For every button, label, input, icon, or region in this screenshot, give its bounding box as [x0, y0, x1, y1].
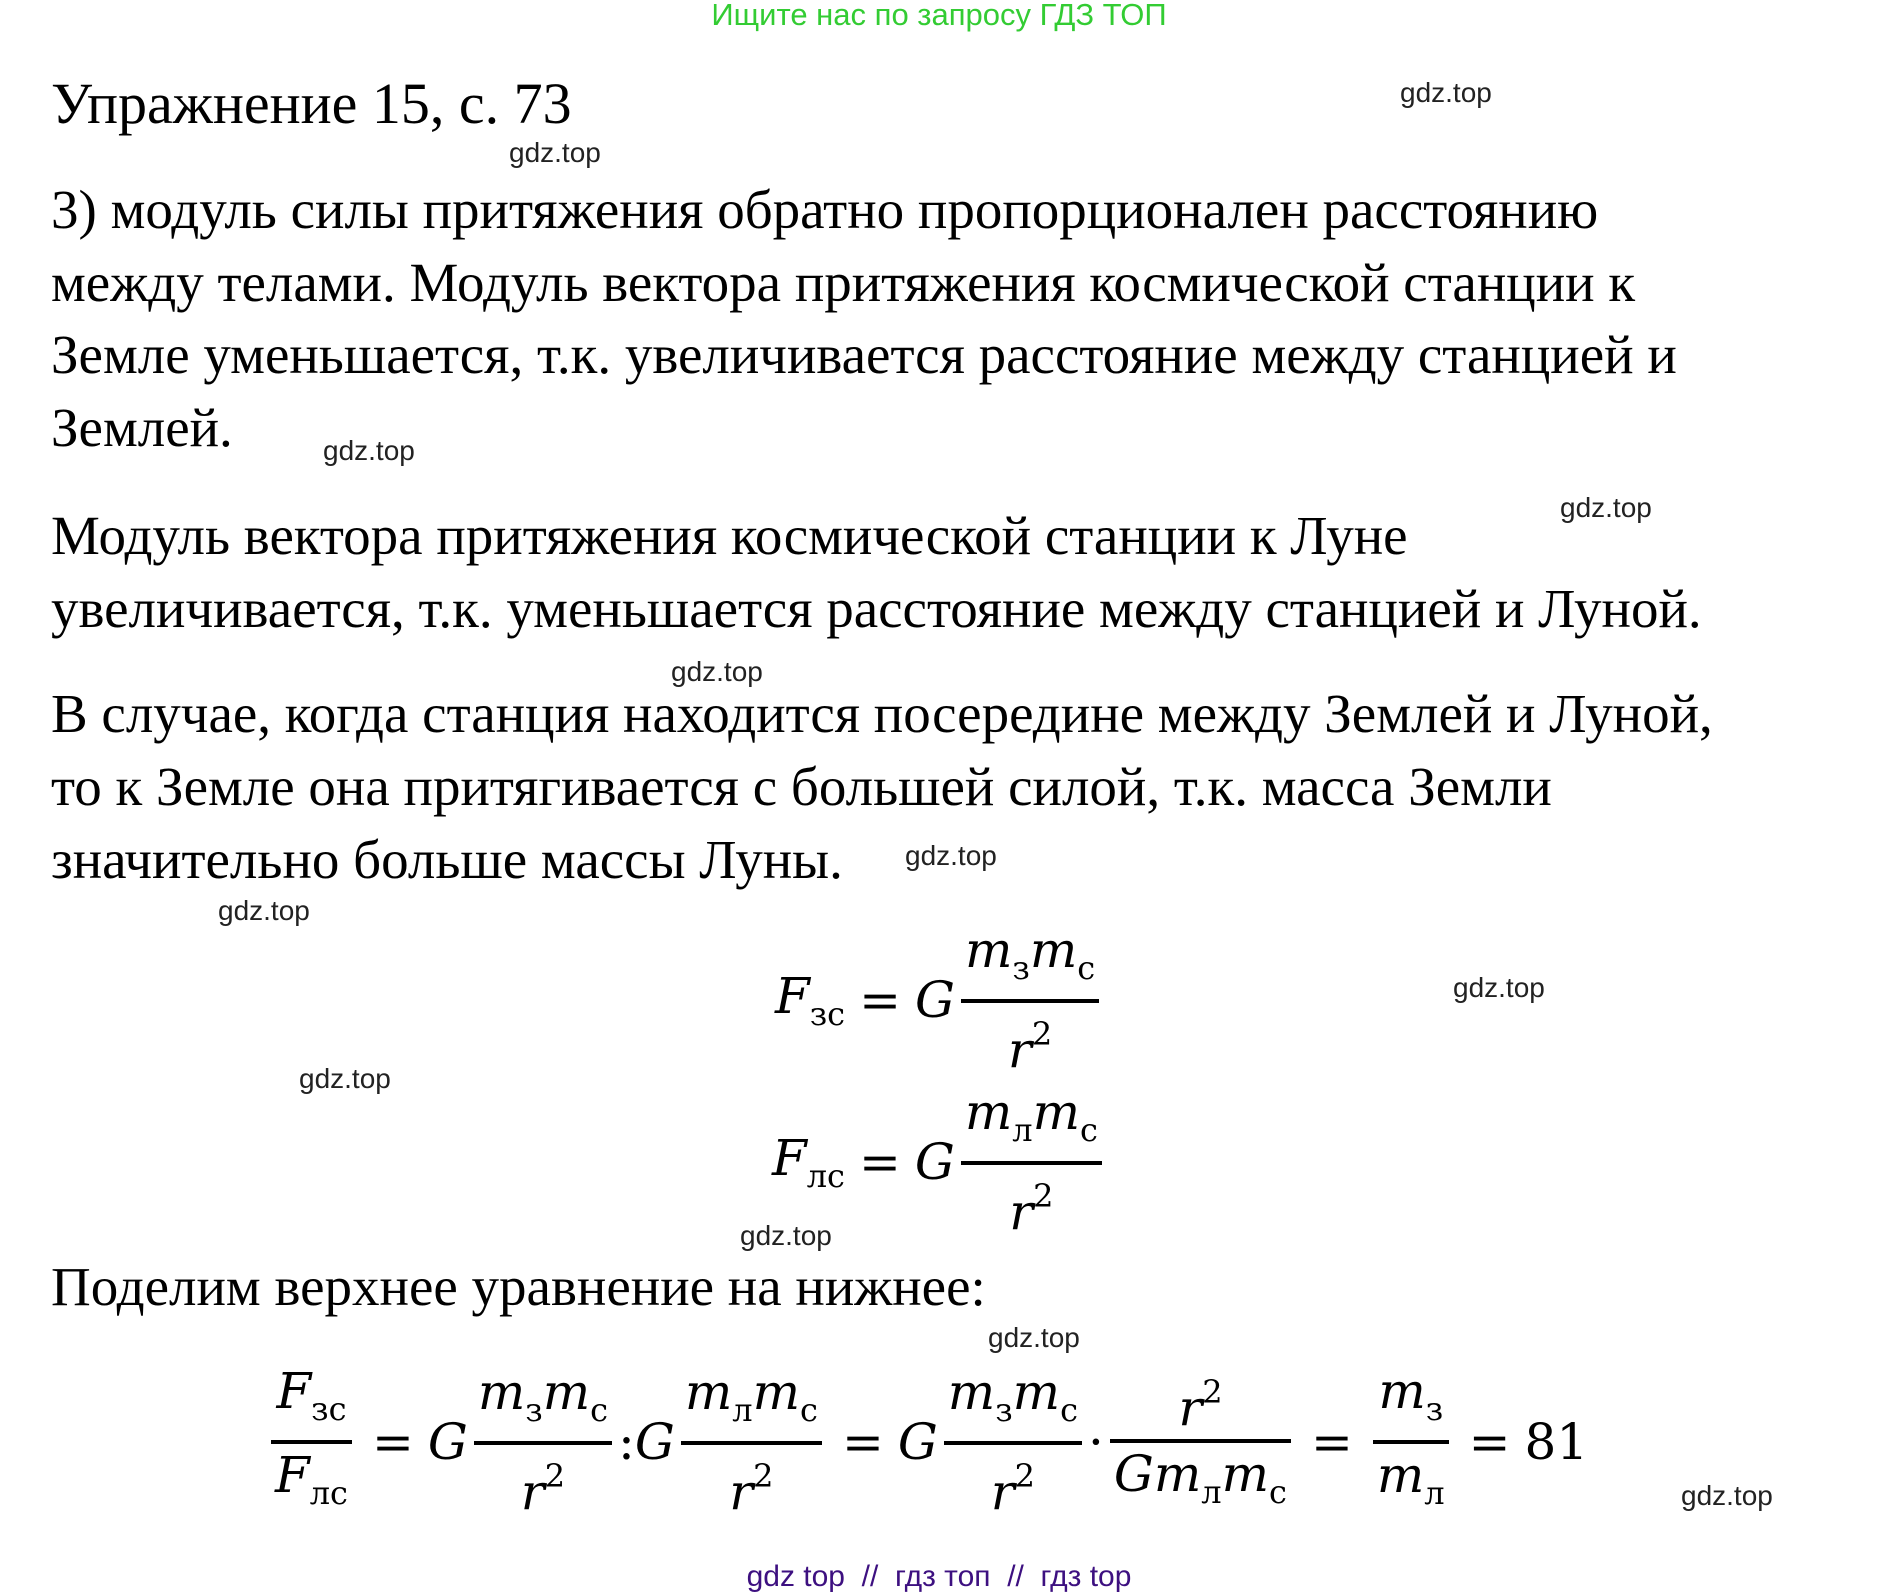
exercise-title: Упражнение 15, с. 73 [51, 71, 572, 136]
watermark: gdz.top [671, 656, 763, 687]
paragraph-line: значительно больше массы Луны. [51, 829, 843, 890]
watermark: gdz.top [1681, 1480, 1773, 1511]
watermark: gdz.top [509, 137, 601, 168]
paragraph-line: В случае, когда станция находится посередине между Землей и Луной, [51, 683, 1713, 744]
formula-moon-force: $F_{лс}$ = G $\frac{m_лm_с}{r^2}$ [772, 1092, 1108, 1232]
paragraph-line: Земле уменьшается, т.к. увеличивается расстояние между станцией и [51, 324, 1677, 385]
watermark: gdz.top [218, 895, 310, 926]
paragraph-line: 3) модуль силы притяжения обратно пропорционален расстоянию [51, 179, 1599, 240]
footer-links: gdz top // гдз топ // гдз top [746, 1560, 1132, 1593]
formula-earth-force: $F_{зс}$ = G $\frac{m_зm_с}{r^2}$ [775, 930, 1105, 1070]
formula-ratio: $\frac{F_{зс}}{F_{лс}}$ = G $\frac{m_зm_с}{r^2}$ : G $\frac{m_лm_с}{r^2}$ = G $\frac{m_зm_с}{r^2}$ · $\frac{r^2}{Gm_лm_с}$ = $\frac{m_з}{m_л}$ = 81 [265, 1372, 1588, 1512]
watermark: gdz.top [905, 840, 997, 871]
watermark: gdz.top [988, 1322, 1080, 1353]
paragraph-line: Землей. [51, 397, 233, 458]
promo-banner: Ищите нас по запросу ГДЗ ТОП [711, 0, 1167, 32]
watermark: gdz.top [1453, 972, 1545, 1003]
paragraph-line: Поделим верхнее уравнение на нижнее: [51, 1256, 986, 1317]
watermark: gdz.top [1400, 77, 1492, 108]
paragraph-line: Модуль вектора притяжения космической станции к Луне [51, 505, 1408, 566]
paragraph-line: между телами. Модуль вектора притяжения космической станции к [51, 252, 1636, 313]
paragraph-line: то к Земле она притягивается с большей силой, т.к. масса Земли [51, 756, 1552, 817]
watermark: gdz.top [740, 1220, 832, 1251]
watermark: gdz.top [323, 435, 415, 466]
watermark: gdz.top [1560, 492, 1652, 523]
paragraph-line: увеличивается, т.к. уменьшается расстояние между станцией и Луной. [51, 578, 1702, 639]
watermark: gdz.top [299, 1063, 391, 1094]
